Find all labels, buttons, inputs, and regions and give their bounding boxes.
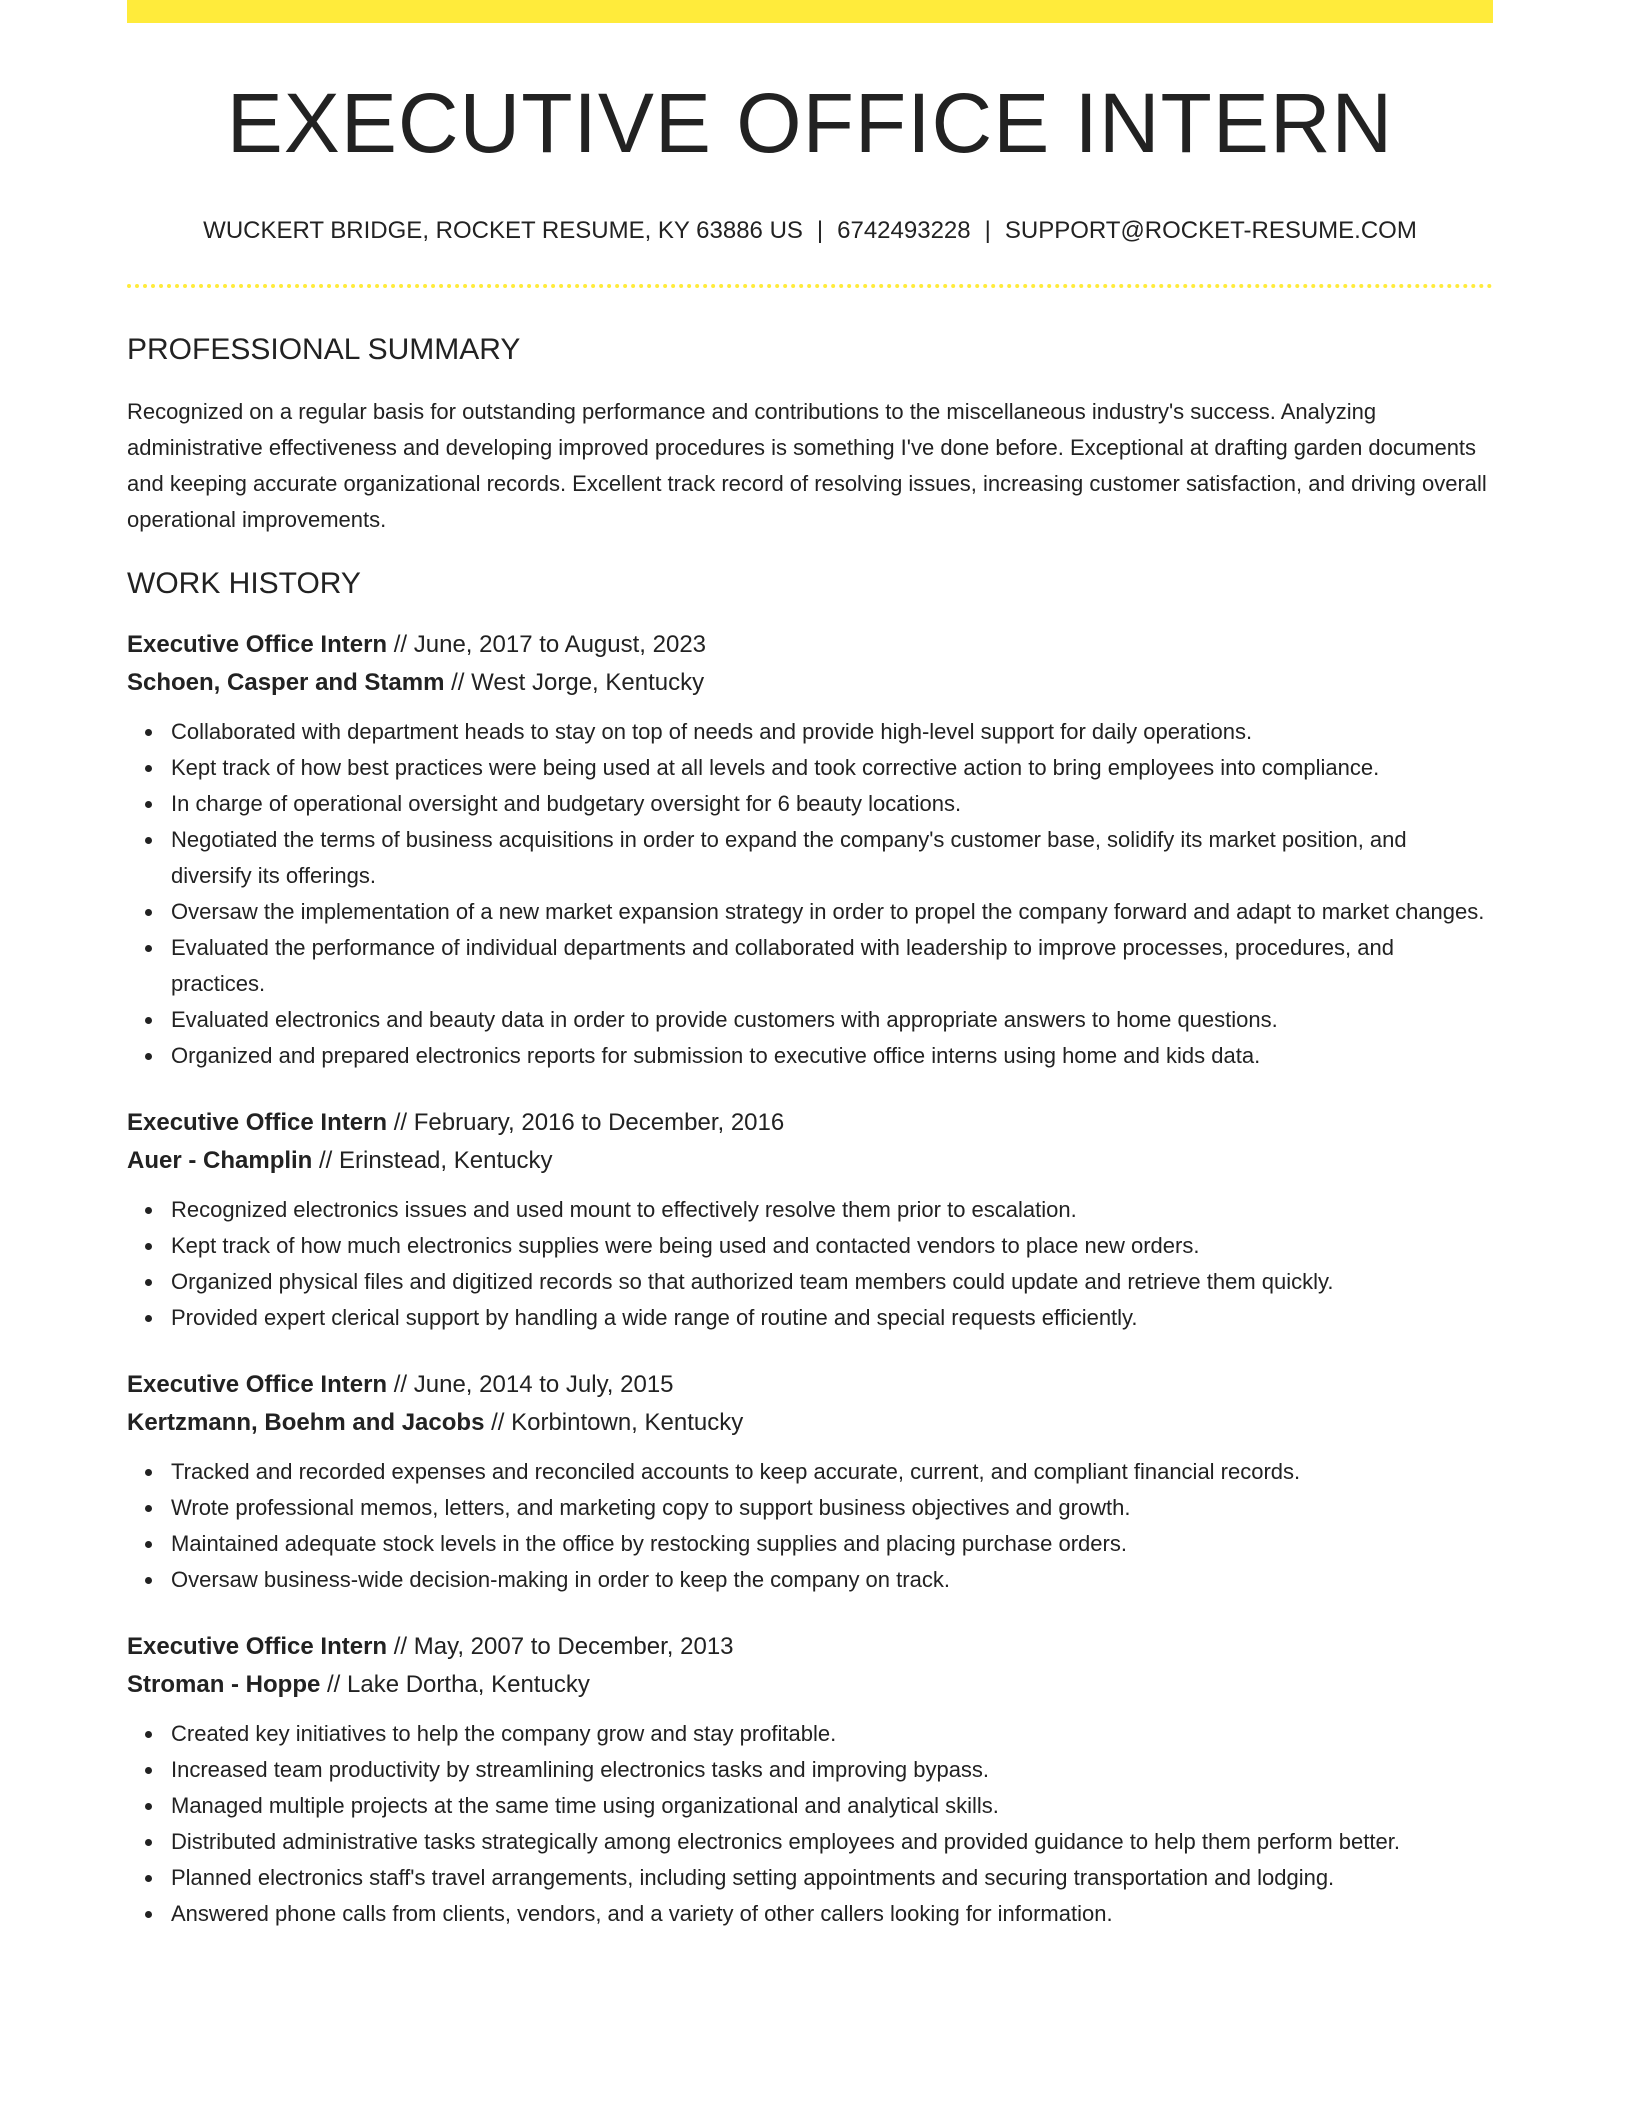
job-title-line (127, 626, 1493, 664)
contact-separator: | (984, 217, 991, 244)
job-location: // Erinstead, Kentucky (312, 1146, 553, 1174)
dotted-divider (127, 284, 1493, 288)
job-company-line (127, 1142, 1493, 1180)
job-bullet: Oversaw business-wide decision-making in order to keep the company on track. (171, 1562, 1493, 1598)
summary-heading: PROFESSIONAL SUMMARY (127, 332, 521, 366)
contact-separator: | (816, 217, 824, 244)
job-dates: // June, 2014 to July, 2015 (387, 1370, 674, 1398)
accent-bar (127, 0, 1493, 23)
job-bullet: Distributed administrative tasks strategically among electronics employees and provided guidance to help them perform better. (171, 1824, 1493, 1860)
job-title: Executive Office Intern (127, 1632, 388, 1660)
job-company-line (127, 1404, 1493, 1442)
contact-line (127, 217, 1493, 246)
job-location: // Korbintown, Kentucky (484, 1408, 744, 1436)
job-company: Stroman - Hoppe (127, 1670, 321, 1698)
job-bullet-list (127, 1454, 1493, 1598)
job-title: Executive Office Intern (127, 1370, 388, 1398)
job-bullet: Kept track of how much electronics supplies were being used and contacted vendors to place new orders. (171, 1228, 1493, 1264)
job-company: Auer - Champlin (127, 1146, 313, 1174)
job-dates: // February, 2016 to December, 2016 (387, 1108, 785, 1136)
job-bullet: Managed multiple projects at the same time using organizational and analytical skills. (171, 1788, 1493, 1824)
job-bullet-list (127, 714, 1493, 1074)
job-dates: // May, 2007 to December, 2013 (387, 1632, 734, 1660)
contact-phone: 6742493228 (837, 217, 971, 244)
job-bullet: In charge of operational oversight and budgetary oversight for 6 beauty locations. (171, 786, 1493, 822)
resume-page (127, 0, 1493, 1932)
job-title: Executive Office Intern (127, 1108, 388, 1136)
job-entry (127, 1366, 1493, 1598)
job-title-line (127, 1366, 1493, 1404)
job-bullet: Organized physical files and digitized records so that authorized team members could update and retrieve them quickly. (171, 1264, 1493, 1300)
job-title-line (127, 1628, 1493, 1666)
job-bullet: Organized and prepared electronics reports for submission to executive office interns using home and kids data. (171, 1038, 1493, 1074)
contact-address: WUCKERT BRIDGE, ROCKET RESUME, KY 63886 US (203, 217, 803, 244)
job-entry (127, 1628, 1493, 1932)
job-location: // Lake Dortha, Kentucky (320, 1670, 590, 1698)
job-bullet: Wrote professional memos, letters, and marketing copy to support business objectives and growth. (171, 1490, 1493, 1526)
job-company: Kertzmann, Boehm and Jacobs (127, 1408, 485, 1436)
job-title: Executive Office Intern (127, 630, 388, 658)
job-entry (127, 1104, 1493, 1336)
job-location: // West Jorge, Kentucky (444, 668, 705, 696)
job-bullet-list (127, 1716, 1493, 1932)
job-bullet: Collaborated with department heads to stay on top of needs and provide high-level support for daily operations. (171, 714, 1493, 750)
job-dates: // June, 2017 to August, 2023 (387, 630, 707, 658)
job-bullet: Answered phone calls from clients, vendors, and a variety of other callers looking for information. (171, 1896, 1493, 1932)
job-bullet: Provided expert clerical support by handling a wide range of routine and special requests efficiently. (171, 1300, 1493, 1336)
contact-email: SUPPORT@ROCKET-RESUME.COM (1004, 217, 1417, 244)
job-bullet: Evaluated electronics and beauty data in order to provide customers with appropriate answers to home questions. (171, 1002, 1493, 1038)
job-bullet: Tracked and recorded expenses and reconciled accounts to keep accurate, current, and compliant financial records. (171, 1454, 1493, 1490)
job-entry (127, 626, 1493, 1074)
job-company-line (127, 1666, 1493, 1704)
job-bullet: Planned electronics staff's travel arrangements, including setting appointments and securing transportation and lodging. (171, 1860, 1493, 1896)
job-bullet-list (127, 1192, 1493, 1336)
job-bullet: Negotiated the terms of business acquisitions in order to expand the company's customer base, solidify its market position, and diversify its offerings. (171, 822, 1493, 894)
job-bullet: Oversaw the implementation of a new market expansion strategy in order to propel the company forward and adapt to market changes. (171, 894, 1493, 930)
job-title-line (127, 1104, 1493, 1142)
job-company-line (127, 664, 1493, 702)
summary-text: Recognized on a regular basis for outstanding performance and contributions to the miscellaneous industry's success. Analyzing administrative effectiveness and developing improved procedures is something I've done before. Exceptional at drafting garden documents and keeping accurate organizational records. Excellent track record of resolving issues, increasing customer satisfaction, and driving overall operational improvements. (127, 398, 1487, 532)
work-history-heading: WORK HISTORY (127, 566, 361, 600)
job-bullet: Created key initiatives to help the company grow and stay profitable. (171, 1716, 1493, 1752)
job-bullet: Kept track of how best practices were being used at all levels and took corrective action to bring employees into compliance. (171, 750, 1493, 786)
job-company: Schoen, Casper and Stamm (127, 668, 445, 696)
job-bullet: Evaluated the performance of individual departments and collaborated with leadership to improve processes, procedures, and practices. (171, 930, 1493, 1002)
job-bullet: Maintained adequate stock levels in the office by restocking supplies and placing purchase orders. (171, 1526, 1493, 1562)
job-bullet: Recognized electronics issues and used mount to effectively resolve them prior to escalation. (171, 1192, 1493, 1228)
job-bullet: Increased team productivity by streamlining electronics tasks and improving bypass. (171, 1752, 1493, 1788)
resume-title: EXECUTIVE OFFICE INTERN (226, 76, 1394, 170)
